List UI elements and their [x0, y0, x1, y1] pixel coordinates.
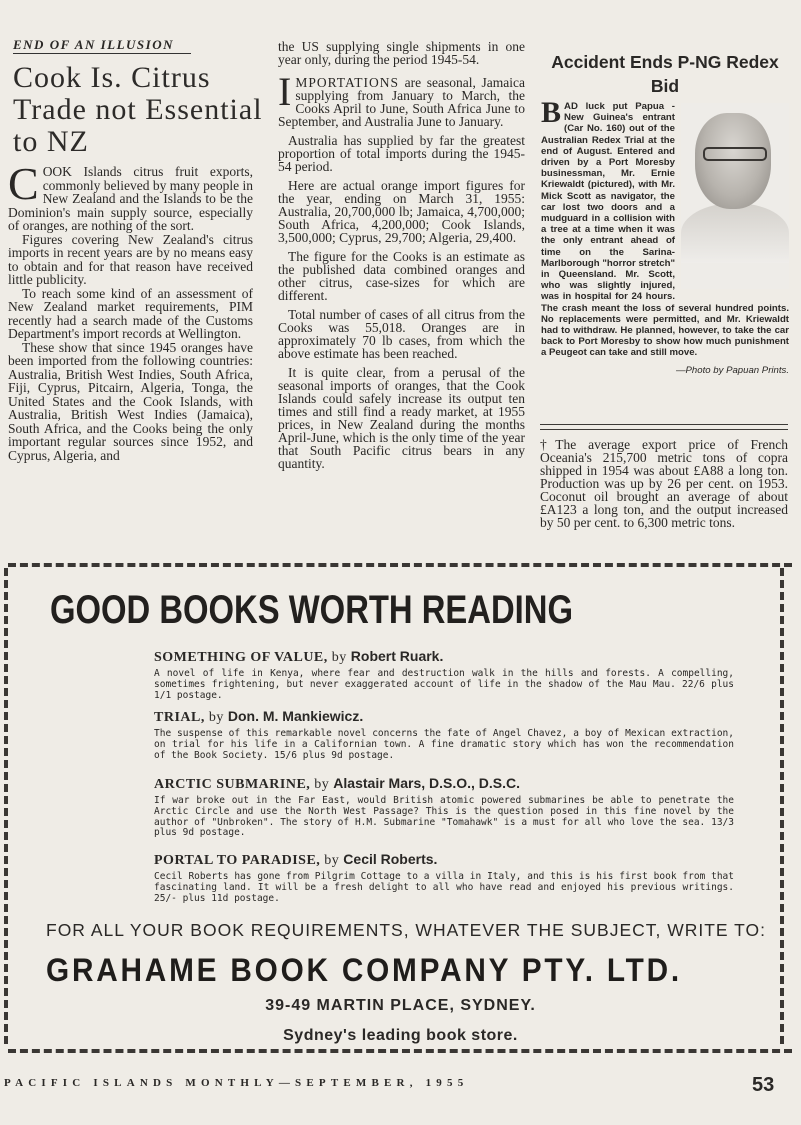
paragraph: Australia has supplied by far the greatest proportion of total imports during the 1945-54 period. — [278, 133, 525, 174]
drop-cap: C — [8, 158, 39, 209]
news-body: BAD luck put Papua - New Guinea's entrant (Car No. 160) out of the Australian Redex Trial at the end of August. Entered and driven by a Port Moresby businessman, Mr. Ernie Kriewaldt (pictured), with Mr. Mick Scott as navigator, the car lost two doors and a mudguard in a collision with a tree at a time when it was the only entrant ahead of time on the Sarina-Marlborough "horror stretch" in Queensland. Mr. Scott, who was slightly injured, was in hospital for 24 hours. The crash meant the loss of several hundred points. No replacements were permitted, and Mr. Kriewaldt had to withdraw. He planned, however, to take the car back to Port Moresby to show how much punishment a Peugeot can take and still move. —Photo by Papuan Prints. — [541, 96, 789, 376]
paragraph: These show that since 1945 oranges have been imported from the following countries: Australia, British West Indies, South Africa, Fiji, Cyprus, Pitcairn, Algeria, Tonga, the United States and the Cook Islands, with Australia, British West Indies (Jamaica), South Africa, and the Cooks being the only important regular sources since 1952, and Cyprus, Algeria, and — [8, 339, 253, 463]
copra-note: †The average export price of French Oceania's 215,700 metric tons of copra shipped in 1954 was about £A88 a long ton. Production was up by 26 per cent. on 1953. Coconut oil brought an average of about £A123 a long ton, and the output increased by 50 per cent. to 6,300 metric tons. — [540, 437, 788, 530]
news-headline: Accident Ends P-NG Redex Bid — [551, 52, 779, 96]
book-description: Cecil Roberts has gone from Pilgrim Cottage to a villa in Italy, and this is his first book from that fascinating land. It will be a fresh delight to all who have read and enjoyed his previous writings. 25/- plus 11d postage. — [154, 871, 734, 904]
ad-border-top — [8, 563, 792, 567]
article-column-2 — [278, 40, 525, 476]
photo-head — [695, 113, 771, 209]
book-heading: ARCTIC SUBMARINE, by Alastair Mars, D.S.O., D.S.C. — [154, 775, 521, 792]
book-heading: TRIAL, by Don. M. Mankiewicz. — [154, 708, 364, 725]
ad-border-right — [780, 568, 784, 1044]
book-entry — [154, 708, 734, 761]
ad-tagline: Sydney's leading book store. — [283, 1027, 518, 1044]
portrait-photo — [681, 103, 789, 289]
paragraph: IMPORTATIONS are seasonal, Jamaica supplying from January to March, the Cooks April to June, South Africa June to September, and Australia June to January. — [278, 69, 526, 129]
book-description: A novel of life in Kenya, where fear and destruction walk in the hills and forests. A compelling, sometimes frightening, but never exaggerated account of life in the shadow of the Mau Mau. 22/6 plus 1/1 postage. — [154, 668, 734, 701]
paragraph: the US supplying single shipments in one year only, during the period 1945-54. — [278, 39, 525, 67]
paragraph: It is quite clear, from a perusal of the seasonal imports of oranges, that the Cook Islands could safely increase its output ten times and still find a ready market, at 1955 prices, in New Zealand during the months April-June, which is the only time of the year that South Pacific citrus bears in any quantity. — [278, 365, 525, 471]
photo-shoulders — [681, 203, 789, 263]
book-entry — [154, 851, 734, 904]
paragraph: Figures covering New Zealand's citrus imports in recent years are by no means easy to obtain and for that reason have received little publicity. — [8, 231, 253, 287]
column-rule — [540, 429, 788, 430]
book-entry — [154, 648, 734, 701]
paragraph: Total number of cases of all citrus from the Cooks was 55,018. Oranges are in approximately 70 lb cases, from which the above estimate has been reached. — [278, 307, 525, 361]
ad-border-left — [4, 568, 8, 1044]
ad-address: 39-49 MARTIN PLACE, SYDNEY. — [265, 997, 536, 1014]
paragraph: COOK Islands citrus fruit exports, commonly believed by many people in New Zealand and the Islands to be the Dominion's main supply source, especially of oranges, are nothing of the sort. — [8, 158, 254, 233]
kicker-rule — [13, 53, 191, 54]
ad-title: GOOD BOOKS WORTH READING — [50, 588, 573, 632]
book-heading: SOMETHING OF VALUE, by Robert Ruark. — [154, 648, 444, 665]
section-kicker: END OF AN ILLUSION — [13, 37, 174, 52]
ad-border-bottom — [8, 1049, 792, 1053]
page-number: 53 — [752, 1074, 775, 1096]
column-rule — [540, 424, 788, 425]
ad-call-to-action: FOR ALL YOUR BOOK REQUIREMENTS, WHATEVER THE SUBJECT, WRITE TO: — [46, 920, 767, 940]
ad-company-name: GRAHAME BOOK COMPANY PTY. LTD. — [46, 952, 682, 988]
article-headline: Cook Is. Citrus Trade not Essential to NZ — [13, 61, 263, 158]
drop-cap: I — [278, 69, 292, 114]
paragraph: To reach some kind of an assessment of New Zealand market requirements, PIM recently had a search made of the Customs Department's import records at Wellington. — [8, 285, 253, 341]
article-column-1 — [8, 158, 254, 463]
photo-glasses — [703, 147, 767, 161]
paragraph: Here are actual orange import figures for the year, ending on March 31, 1955: Australia, 20,700,000 lb; Jamaica, 4,700,000; South Africa, 4,200,000; Cook Islands, 3,500,000; Cyprus, 29,700; Algeria, 29,400. — [278, 178, 525, 245]
book-entry — [154, 775, 734, 839]
paragraph: The figure for the Cooks is an estimate as the published data combined oranges and other citrus, case-sizes for which are different. — [278, 249, 525, 303]
book-description: If war broke out in the Far East, would British atomic powered submarines be able to penetrate the Arctic Circle and use the North West Passage? This is the question posed in this fine novel by the author of "Unbroken". The story of H.M. Submarine "Tomahawk" is a must for all who love the sea. 13/3 plus 9d postage. — [154, 795, 734, 839]
running-footer: PACIFIC ISLANDS MONTHLY—SEPTEMBER, 1955 — [4, 1077, 469, 1089]
drop-cap: B — [541, 96, 562, 129]
book-heading: PORTAL TO PARADISE, by Cecil Roberts. — [154, 851, 438, 868]
book-description: The suspense of this remarkable novel concerns the fate of Angel Chavez, a boy of Mexican extraction, on trial for his life in a Californian town. A fine dramatic story which has won the recommendation of the Book Society. 15/6 plus 9d postage. — [154, 728, 734, 761]
photo-credit: —Photo by Papuan Prints. — [675, 364, 789, 376]
